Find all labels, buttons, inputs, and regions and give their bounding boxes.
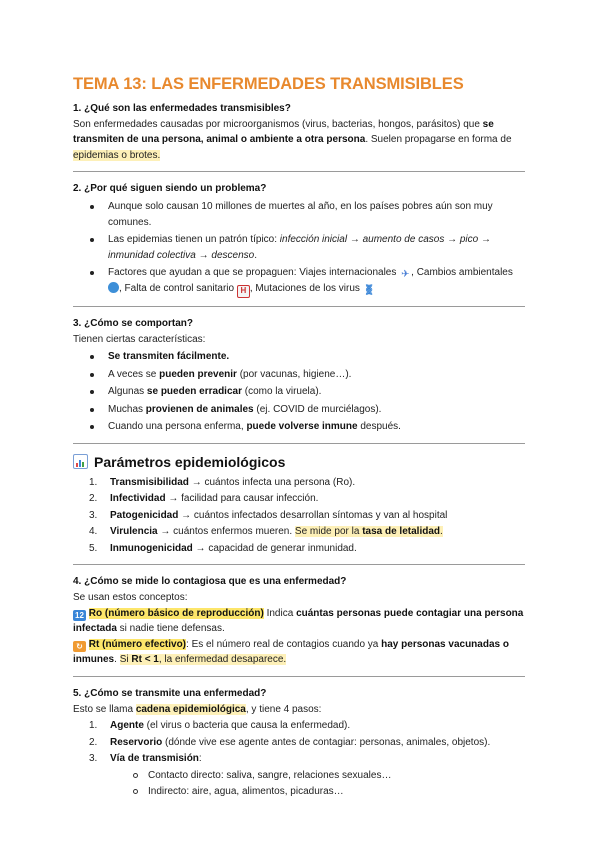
divider <box>73 443 525 444</box>
list-item: Algunas se pueden erradicar (como la viruela). <box>89 384 525 400</box>
list-item: 3. Patogenicidad → cuántos infectados desarrollan síntomas y van al hospital <box>89 509 448 521</box>
section-4 <box>73 574 525 668</box>
section-1-heading: 1. ¿Qué son las enfermedades transmisibles? <box>73 102 291 114</box>
list-item: 2. Reservorio (dónde vive ese agente antes de contagiar: personas, animales, objetos). <box>89 736 491 748</box>
repeat-icon: ↻ <box>73 641 86 652</box>
section-5 <box>73 686 525 800</box>
section-2 <box>73 181 525 298</box>
section-2-list <box>73 199 525 298</box>
list-item: 4. Virulencia → cuántos enfermos mueren. Se mide por la tasa de letalidad. <box>89 526 443 538</box>
divider <box>73 564 525 565</box>
section-5-heading: 5. ¿Cómo se transmite una enfermedad? <box>73 687 267 699</box>
list-item: 3. Vía de transmisión: Contacto directo: saliva, sangre, relaciones sexuales… Indirecto: aire, agua, alimentos, picaduras… <box>89 751 525 800</box>
sub-list-item: Indirecto: aire, agua, alimentos, picaduras… <box>132 784 525 800</box>
section-1 <box>73 101 525 164</box>
section-3-intro: Tienen ciertas características: <box>73 333 206 345</box>
list-item: Las epidemias tienen un patrón típico: infección inicial → aumento de casos → pico → inmunidad colectiva → descenso. <box>89 232 525 263</box>
divider <box>73 676 525 677</box>
highlight: epidemias o brotes. <box>73 149 161 161</box>
rt-definition: ↻ Rt (número efectivo): Es el número real de contagios cuando ya hay personas vacunadas o inmunes. Si Rt < 1, la enfermedad desaparece. <box>73 638 509 666</box>
dna-icon: 🧬︎ <box>362 284 376 296</box>
section-3-heading: 3. ¿Cómo se comportan? <box>73 317 194 329</box>
ro-definition: 12 Ro (número básico de reproducción) Indica cuántas personas puede contagiar una persona infectada si nadie tiene defensas. <box>73 607 524 635</box>
list-item: A veces se pueden prevenir (por vacunas, higiene…). <box>89 367 525 383</box>
section-3 <box>73 316 525 435</box>
section-2-heading: 2. ¿Por qué siguen siendo un problema? <box>73 183 267 195</box>
list-item: Se transmiten fácilmente. <box>89 349 525 365</box>
divider <box>73 306 525 307</box>
airplane-icon: ✈ <box>400 269 410 281</box>
list-item: Cuando una persona enferma, puede volverse inmune después. <box>89 419 525 435</box>
list-item: Aunque solo causan 10 millones de muertes al año, en los países pobres aún son muy comunes. <box>89 199 525 230</box>
list-item: 1. Transmisibilidad → cuántos infecta una persona (Ro). <box>89 476 356 488</box>
document-content <box>73 74 525 801</box>
list-item: 1. Agente (el virus o bacteria que causa la enfermedad). <box>89 720 351 732</box>
list-item: 2. Infectividad → facilidad para causar infección. <box>89 493 319 505</box>
list-item: Factores que ayudan a que se propaguen: Viajes internacionales ✈ , Cambios ambientales , Falta de control sanitario H , Mutaciones de los virus 🧬︎ <box>89 265 525 298</box>
sub-list-item: Contacto directo: saliva, sangre, relaciones sexuales… <box>132 768 525 784</box>
params-list <box>73 475 525 557</box>
divider <box>73 171 525 172</box>
section-5-list <box>73 718 525 800</box>
page-title: TEMA 13: LAS ENFERMEDADES TRANSMISIBLES <box>73 75 464 93</box>
list-item: Muchas provienen de animales (ej. COVID de murciélagos). <box>89 402 525 418</box>
section-3-list <box>73 349 525 435</box>
input-numbers-icon: 12 <box>73 610 86 621</box>
globe-icon <box>108 282 119 293</box>
list-item: 5. Inmunogenicidad → capacidad de generar inmunidad. <box>89 542 357 554</box>
params-heading: Parámetros epidemiológicos <box>73 453 525 471</box>
highlight: Se mide por la tasa de letalidad. <box>294 526 443 538</box>
sub-list <box>110 768 525 800</box>
params-section <box>73 453 525 557</box>
bar-chart-icon <box>73 454 88 469</box>
section-4-intro: Se usan estos conceptos: <box>73 592 188 604</box>
section-4-heading: 4. ¿Cómo se mide lo contagiosa que es una enfermedad? <box>73 576 347 588</box>
section-1-paragraph: Son enfermedades causadas por microorganismos (virus, bacterias, hongos, parásitos) que se transmiten de una persona, animal o ambiente a otra persona. Suelen propagarse en forma de epidemias o brotes. <box>73 118 512 161</box>
highlight: Si Rt < 1, la enfermedad desaparece. <box>119 654 287 666</box>
section-5-intro: Esto se llama cadena epidemiológica, y tiene 4 pasos: <box>73 703 322 715</box>
hospital-icon: H <box>237 285 250 298</box>
